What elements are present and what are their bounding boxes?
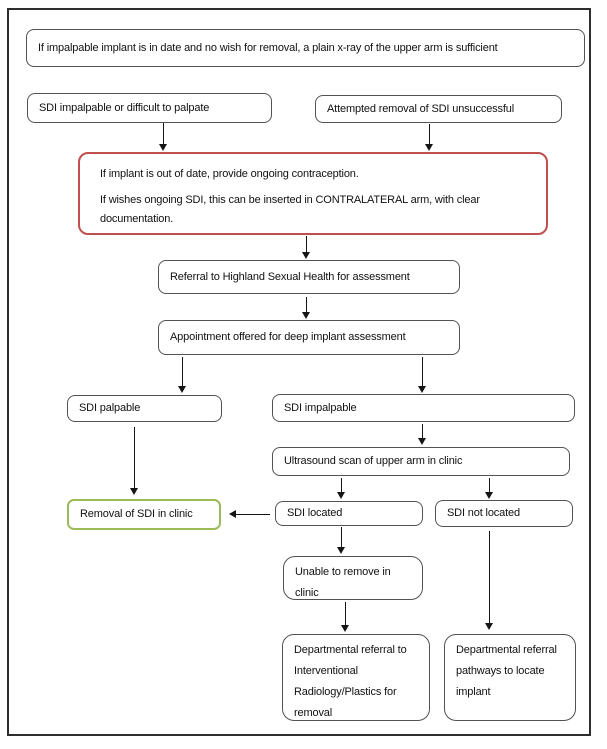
arrow-appointment-to-palpable	[178, 357, 187, 393]
arrow-unable-to-dept-referral	[341, 602, 350, 632]
callout-contraception-advice	[78, 152, 548, 235]
node-sdi-impalpable: SDI impalpable	[272, 394, 575, 422]
arrow-located-to-unable	[337, 527, 346, 554]
node-unable-to-remove-in-clinic: Unable to remove in clinic	[283, 556, 423, 600]
node-attempted-removal-unsuccessful: Attempted removal of SDI unsuccessful	[315, 95, 562, 123]
arrow-ultrasound-to-located	[337, 478, 346, 499]
node-sdi-impalpable-or-difficult: SDI impalpable or difficult to palpate	[27, 93, 272, 123]
arrow-referral-to-appointment	[302, 297, 311, 319]
node-sdi-located: SDI located	[275, 501, 423, 526]
arrow-located-to-removal	[229, 510, 270, 519]
node-removal-of-sdi-in-clinic: Removal of SDI in clinic	[67, 499, 221, 530]
node-appointment-deep-implant: Appointment offered for deep implant assessment	[158, 320, 460, 355]
advice-line-1: If implant is out of date, provide ongoing contraception.	[100, 168, 359, 180]
node-referral-highland-sexual-health: Referral to Highland Sexual Health for assessment	[158, 260, 460, 294]
node-xray-note: If impalpable implant is in date and no wish for removal, a plain x-ray of the upper arm is sufficient	[26, 29, 585, 67]
arrow-appointment-to-impalpable	[418, 357, 427, 393]
node-sdi-not-located: SDI not located	[435, 500, 573, 527]
node-dept-referral-ir-plastics: Departmental referral to Interventional Radiology/Plastics for removal	[282, 634, 430, 721]
arrow-impalpable-to-ultrasound	[418, 424, 427, 445]
arrow-impalpable-to-advice	[159, 123, 168, 151]
node-ultrasound-scan: Ultrasound scan of upper arm in clinic	[272, 447, 570, 476]
arrow-attempted-to-advice	[425, 124, 434, 151]
arrow-advice-to-referral	[302, 236, 311, 259]
arrow-palpable-to-removal	[130, 427, 139, 495]
arrow-not-located-to-pathways	[485, 531, 494, 630]
node-sdi-palpable: SDI palpable	[67, 395, 222, 422]
advice-line-2: If wishes ongoing SDI, this can be inserted in CONTRALATERAL arm, with clear documentation.	[100, 194, 480, 225]
arrow-ultrasound-to-not-located	[485, 478, 494, 499]
node-dept-referral-pathways: Departmental referral pathways to locate implant	[444, 634, 576, 721]
